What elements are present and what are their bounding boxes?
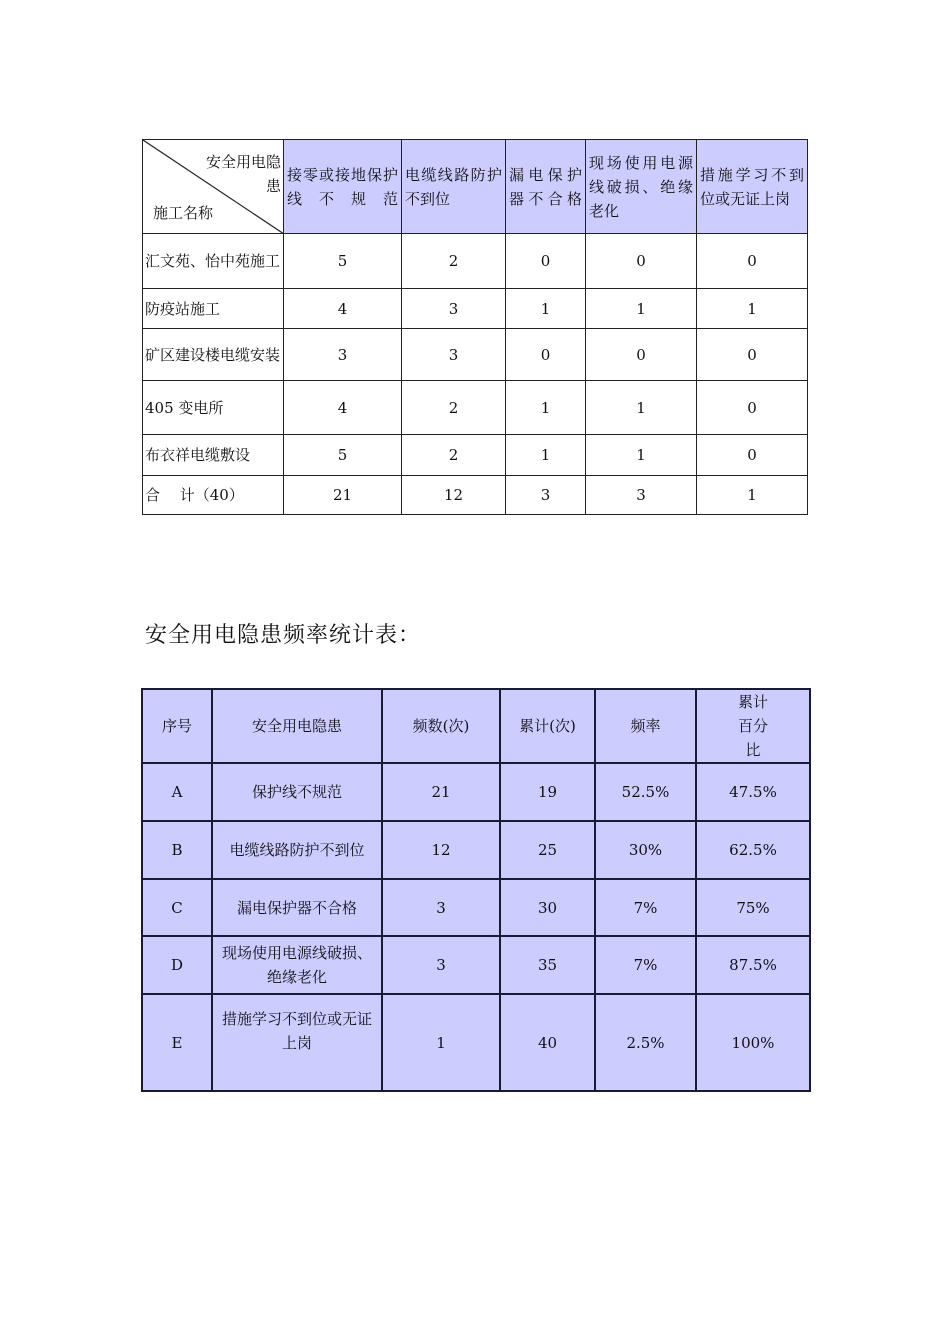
table-row [143,234,808,289]
hazard-cell: 漏电保护器不合格 [212,879,382,936]
total-row [143,476,808,515]
count-cell: 5 [284,435,402,476]
count-cell: 4 [284,289,402,329]
cumulative-cell: 19 [500,763,595,821]
cumulative-percent-cell: 62.5% [696,821,810,879]
cumulative-percent-cell: 47.5% [696,763,810,821]
total-cell: 21 [284,476,402,515]
id-cell: E [142,994,212,1091]
diagonal-corner-cell [143,140,284,234]
table-row [143,435,808,476]
count-cell: 3 [284,329,402,381]
rate-cell: 30% [595,821,696,879]
count-cell: 1 [586,289,697,329]
hazard-cell: 电缆线路防护不到位 [212,821,382,879]
total-cell: 1 [697,476,808,515]
site-name-cell: 汇文苑、怡中苑施工 [143,234,284,289]
rate-cell: 2.5% [595,994,696,1091]
id-cell: C [142,879,212,936]
cumulative-percent-cell: 100% [696,994,810,1091]
total-cell: 3 [506,476,586,515]
column-header: 接零或接地保护线不规范 [284,140,402,234]
count-cell: 0 [506,329,586,381]
table-row [142,994,810,1091]
count-cell: 4 [284,381,402,435]
column-header: 序号 [142,689,212,763]
column-header: 累计百分比 [696,689,810,763]
column-header: 安全用电隐患 [212,689,382,763]
hazard-cell: 措施学习不到位或无证上岗 [212,994,382,1091]
count-cell: 1 [506,289,586,329]
corner-bottom-label: 施工名称 [153,204,214,222]
frequency-cell: 21 [382,763,500,821]
table-row [143,329,808,381]
column-header: 累计(次) [500,689,595,763]
column-header: 现场使用电源线破损、绝缘老化 [586,140,697,234]
count-cell: 1 [586,381,697,435]
id-cell: A [142,763,212,821]
table-row [142,763,810,821]
corner-top-label: 安全用电隐患 [205,153,281,195]
total-cell: 3 [586,476,697,515]
frequency-cell: 3 [382,879,500,936]
frequency-cell: 1 [382,994,500,1091]
count-cell: 0 [697,435,808,476]
table-header-row [142,689,810,763]
column-header: 频率 [595,689,696,763]
total-label-cell: 合 计（40） [143,476,284,515]
frequency-cell: 12 [382,821,500,879]
count-cell: 0 [506,234,586,289]
hazard-cell: 保护线不规范 [212,763,382,821]
column-header: 电缆线路防护不到位 [402,140,506,234]
count-cell: 0 [586,234,697,289]
frequency-cell: 3 [382,936,500,994]
site-name-cell: 布衣祥电缆敷设 [143,435,284,476]
count-cell: 2 [402,381,506,435]
cumulative-cell: 40 [500,994,595,1091]
cumulative-percent-cell: 75% [696,879,810,936]
table-row [143,289,808,329]
rate-cell: 52.5% [595,763,696,821]
table-header-row [143,140,808,234]
hazard-frequency-table [141,688,811,1092]
site-name-cell: 405 变电所 [143,381,284,435]
count-cell: 2 [402,234,506,289]
table-row [142,879,810,936]
id-cell: B [142,821,212,879]
rate-cell: 7% [595,879,696,936]
cumulative-cell: 30 [500,879,595,936]
count-cell: 3 [402,289,506,329]
section-heading: 安全用电隐患频率统计表： [145,623,422,648]
count-cell: 1 [586,435,697,476]
id-cell: D [142,936,212,994]
count-cell: 1 [506,435,586,476]
column-header: 频数(次) [382,689,500,763]
count-cell: 1 [697,289,808,329]
column-header: 漏电保护器不合格 [506,140,586,234]
table-row [142,821,810,879]
count-cell: 3 [402,329,506,381]
site-name-cell: 防疫站施工 [143,289,284,329]
count-cell: 1 [506,381,586,435]
hazard-by-site-table [142,139,808,515]
count-cell: 0 [697,329,808,381]
hazard-cell: 现场使用电源线破损、绝缘老化 [212,936,382,994]
cumulative-cell: 25 [500,821,595,879]
table-row [142,936,810,994]
total-cell: 12 [402,476,506,515]
rate-cell: 7% [595,936,696,994]
count-cell: 0 [697,381,808,435]
count-cell: 0 [586,329,697,381]
cumulative-percent-cell: 87.5% [696,936,810,994]
count-cell: 5 [284,234,402,289]
site-name-cell: 矿区建设楼电缆安装 [143,329,284,381]
table-row [143,381,808,435]
cumulative-cell: 35 [500,936,595,994]
count-cell: 0 [697,234,808,289]
count-cell: 2 [402,435,506,476]
column-header: 措施学习不到位或无证上岗 [697,140,808,234]
